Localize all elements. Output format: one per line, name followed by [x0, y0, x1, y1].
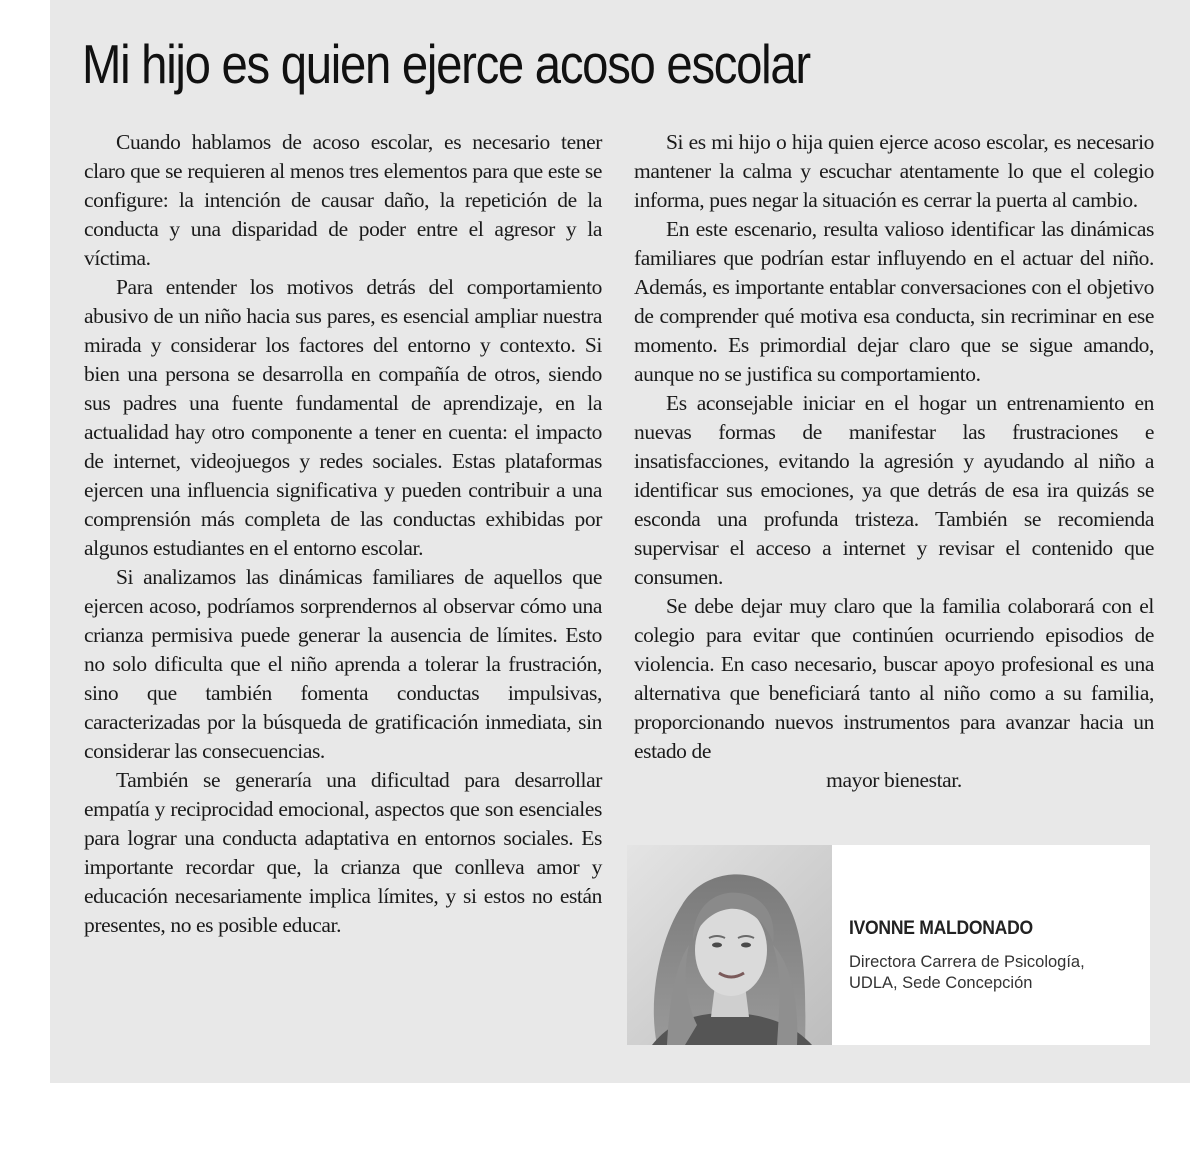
author-name: IVONNE MALDONADO: [849, 917, 1033, 939]
left-column: [84, 128, 602, 940]
paragraph: Si analizamos las dinámicas familiares de aquellos que ejercen acoso, podríamos sorprendernos al observar cómo una crianza permisiva puede generar la ausencia de límites. Esto no solo dificulta que el niño aprenda a tolerar la frustración, sino que también fomenta conductas impulsivas, caracterizadas por la búsqueda de gratificación inmediata, sin considerar las consecuencias.: [84, 565, 602, 763]
paragraph: También se generaría una dificultad para desarrollar empatía y reciprocidad emocional, aspectos que son esenciales para lograr una conducta adaptativa en entornos sociales. Es importante recordar que, la crianza que conlleva amor y educación necesariamente implica límites, y si estos no están presentes, no es posible educar.: [84, 768, 602, 937]
paragraph: Cuando hablamos de acoso escolar, es necesario tener claro que se requieren al menos tres elementos para que este se configure: la intención de causar daño, la repetición de la conducta y una disparidad de poder entre el agresor y la víctima.: [84, 130, 602, 270]
paragraph: En este escenario, resulta valioso identificar las dinámicas familiares que podrían estar influyendo en el actuar del niño. Además, es importante entablar conversaciones con el objetivo de comprender qué motiva esa conducta, sin recriminar en ese momento. Es primordial dejar claro que se sigue amando, aunque no se justifica su comportamiento.: [634, 217, 1154, 386]
author-institution: UDLA, Sede Concepción: [849, 974, 1033, 992]
paragraph: Se debe dejar muy claro que la familia colaborará con el colegio para evitar que continúen ocurriendo episodios de violencia. En caso necesario, buscar apoyo profesional es una alternativa que beneficiará tanto al niño como a su familia, proporcionando nuevos instrumentos para avanzar hacia un estado de: [634, 594, 1154, 763]
author-info: [849, 917, 1149, 994]
author-portrait-image: [627, 845, 832, 1045]
right-column: [634, 128, 1154, 795]
closing-line: mayor bienestar.: [826, 768, 962, 792]
article-title: Mi hijo es quien ejerce acoso escolar: [82, 33, 810, 95]
author-card: [627, 845, 1150, 1045]
author-role: Directora Carrera de Psicología,: [849, 953, 1085, 971]
paragraph: Si es mi hijo o hija quien ejerce acoso escolar, es necesario mantener la calma y escuchar atentamente lo que el colegio informa, pues negar la situación es cerrar la puerta al cambio.: [634, 130, 1154, 212]
paragraph: Para entender los motivos detrás del comportamiento abusivo de un niño hacia sus pares, es esencial ampliar nuestra mirada y considerar los factores del entorno y contexto. Si bien una persona se desarrolla en compañía de otros, siendo sus padres una fuente fundamental de aprendizaje, en la actualidad hay otro componente a tener en cuenta: el impacto de internet, videojuegos y redes sociales. Estas plataformas ejercen una influencia significativa y pueden contribuir a una comprensión más completa de las conductas exhibidas por algunos estudiantes en el entorno escolar.: [84, 275, 602, 560]
author-photo: [627, 845, 832, 1045]
paragraph: Es aconsejable iniciar en el hogar un entrenamiento en nuevas formas de manifestar las frustraciones e insatisfacciones, evitando la agresión y ayudando al niño a identificar sus emociones, ya que detrás de esa ira quizás se esconda una profunda tristeza. También se recomienda supervisar el acceso a internet y revisar el contenido que consumen.: [634, 391, 1154, 589]
